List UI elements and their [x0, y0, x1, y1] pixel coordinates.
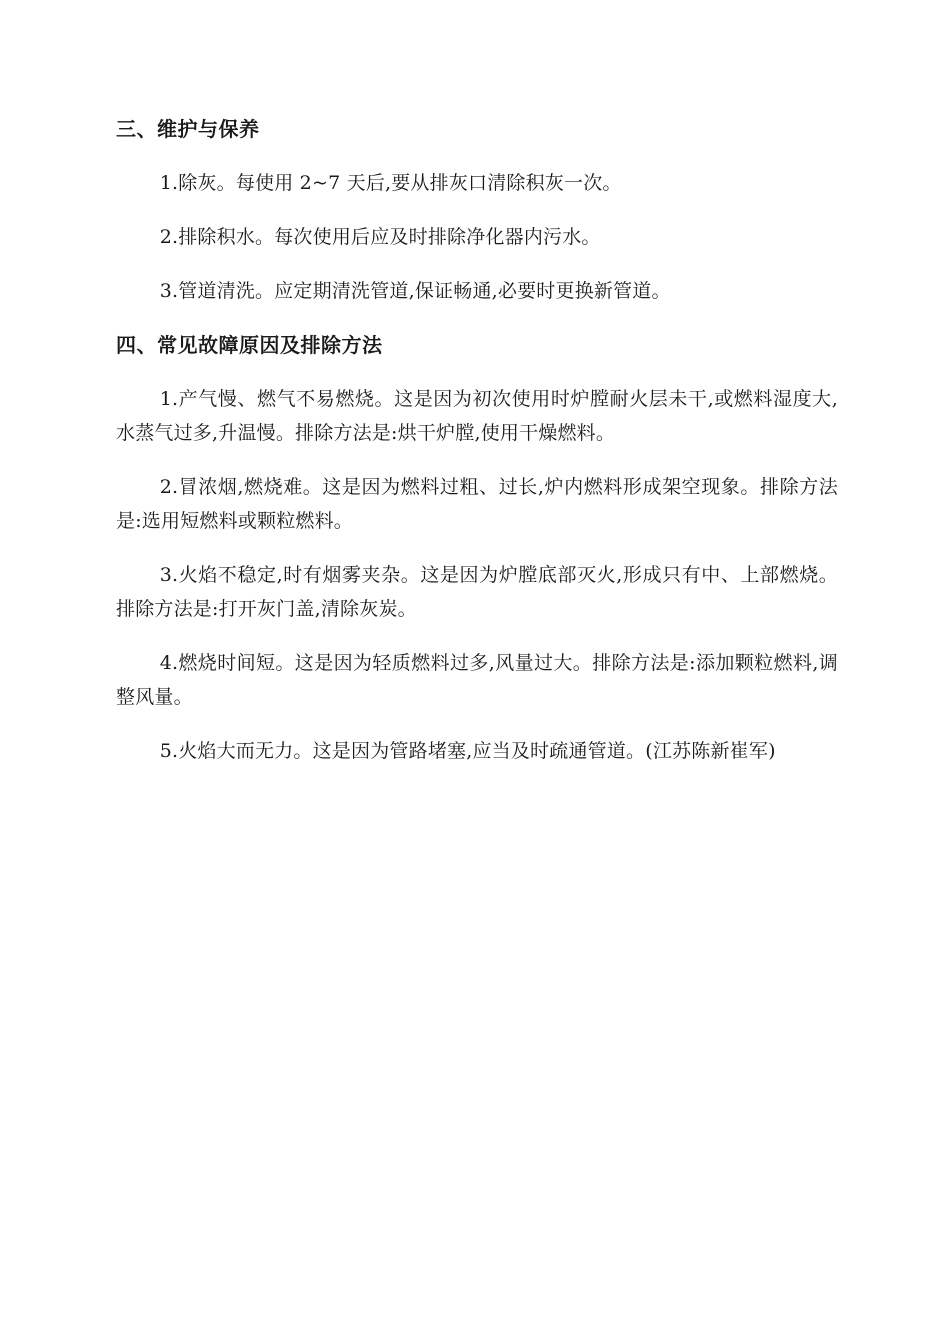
section-heading: 四、常见故障原因及排除方法 [116, 333, 383, 357]
paragraph: 1.产气慢、燃气不易燃烧。这是因为初次使用时炉膛耐火层未干,或燃料湿度大,水蒸气过多,升温慢。排除方法是:烘干炉膛,使用干燥燃料。 [116, 388, 838, 444]
paragraph: 1.除灰。每使用 2~7 天后,要从排灰口清除积灰一次。 [159, 172, 622, 194]
paragraph: 2.排除积水。每次使用后应及时排除净化器内污水。 [159, 226, 601, 248]
section-maintenance [116, 112, 838, 308]
section-troubleshooting [116, 328, 838, 768]
paragraph: 3.火焰不稳定,时有烟雾夹杂。这是因为炉膛底部灭火,形成只有中、上部燃烧。排除方法是:打开灰门盖,清除灰炭。 [116, 564, 838, 620]
paragraph: 2.冒浓烟,燃烧难。这是因为燃料过粗、过长,炉内燃料形成架空现象。排除方法是:选用短燃料或颗粒燃料。 [116, 476, 838, 532]
paragraph: 4.燃烧时间短。这是因为轻质燃料过多,风量过大。排除方法是:添加颗粒燃料,调整风量。 [116, 652, 838, 708]
paragraph: 3.管道清洗。应定期清洗管道,保证畅通,必要时更换新管道。 [159, 280, 671, 302]
paragraph: 5.火焰大而无力。这是因为管路堵塞,应当及时疏通管道。(江苏陈新崔军) [159, 740, 776, 762]
section-heading: 三、维护与保养 [116, 117, 260, 141]
